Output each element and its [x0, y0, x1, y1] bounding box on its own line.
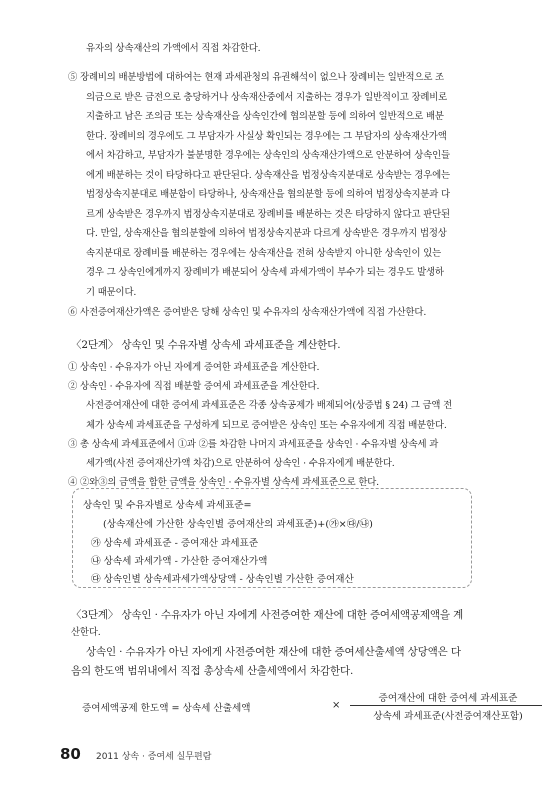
book-title: 2011 상속 · 증여세 실무편람	[95, 752, 212, 762]
text-line: 경우 그 상속인에게까지 장례비가 배분되어 상속세 과세가액이 부수가 되는 경우도 발생하	[86, 267, 444, 278]
limit-formula	[60, 690, 523, 724]
text-line: ② 상속인 · 수유자에 직접 배분할 증여세 과세표준을 계산한다.	[68, 381, 320, 392]
formula-definition: ㉮ 상속세 과세표준 - 증여재산 과세표준	[91, 538, 259, 549]
text-line: 기 때문이다.	[86, 287, 137, 298]
text-line: ④ ②와③의 금액을 합한 금액을 상속인 · 수유자별 상속세 과세표준으로 한다.	[68, 477, 380, 488]
text-line: ⑥ 사전증여재산가액은 증여받은 당해 상속인 및 수유자의 상속재산가액에 직접 가산한다.	[68, 307, 427, 318]
fraction-bar	[350, 705, 542, 706]
text-line: 에게 배분하는 것이 타당하다고 판단된다. 상속재산을 법정상속지분대로 상속받는 경우에는	[86, 170, 450, 181]
text-line: 르게 상속받은 경우까지 법정상속지분대로 장례비를 배분하는 것은 타당하지 않다고 판단된	[86, 209, 450, 220]
fraction-numerator: 증여재산에 대한 증여세 과세표준	[378, 693, 518, 704]
text-line: 한다. 장례비의 경우에도 그 부담자가 사실상 확인되는 경우에는 그 부담자의 상속재산가액	[86, 131, 447, 142]
text-line: ① 상속인 · 수유자가 아닌 자에게 증여한 과세표준을 계산한다.	[68, 362, 320, 373]
formula-title: 상속인 및 수유자별로 상속세 과세표준=	[83, 500, 252, 511]
text-line: 상속인 · 수유자가 아닌 자에게 사전증여한 재산에 대한 증여세산출세액 상당액은 다	[86, 646, 461, 658]
formula-box	[72, 488, 472, 588]
text-line: 세가액(사전 증여재산가액 차감)으로 안분하여 상속인 · 수유자에게 배분한다.	[86, 458, 395, 469]
formula-lhs: 증여세액공제 한도액 = 상속세 산출세액	[82, 703, 251, 714]
formula-expression: (상속재산에 가산한 상속인별 증여재산의 과세표준)+(㉮×㉰/㉯)	[103, 519, 373, 530]
formula-definition: ㉰ 상속인별 상속세과세가액상당액 - 상속인별 가산한 증여재산	[91, 574, 354, 585]
section-heading-step3: 〈3단계〉 상속인 · 수유자가 아닌 자에게 사전증여한 재산에 대한 증여세액공제액을 계	[71, 609, 464, 621]
text-line: 사전증여재산에 대한 증여세 과세표준은 각종 상속공제가 배제되어(상증법 § 24) 그 금액 전	[86, 400, 453, 411]
text-line: 체가 상속세 과세표준을 구성하게 되므로 증여받은 상속인 또는 수유자에게 직접 배분한다.	[86, 420, 447, 431]
text-line: ⑤ 장례비의 배분방법에 대하여는 현재 과세관청의 유권해석이 없으나 장례비는 일반적으로 조	[68, 72, 444, 83]
formula-definition: ㉯ 상속세 과세가액 - 가산한 증여재산가액	[91, 556, 268, 567]
text-line: 지출하고 남은 조의금 또는 상속재산을 상속인간에 협의분할 등에 의하여 일반적으로 배분	[86, 111, 444, 122]
text-line: 유자의 상속재산의 가액에서 직접 차감한다.	[86, 43, 261, 54]
text-line: 음의 한도액 범위내에서 직접 총상속세 산출세액에서 차감한다.	[71, 665, 354, 677]
text-line: 속지분대로 장례비를 배분하는 경우에는 상속재산을 전혀 상속받지 아니한 상속인이 있는	[86, 248, 442, 259]
text-line: 산한다.	[71, 627, 101, 638]
text-line: 의금으로 받은 금전으로 충당하거나 상속재산중에서 지출하는 경우가 일반적이고 장례비로	[86, 92, 448, 103]
text-line: 에서 차감하고, 부담자가 불분명한 경우에는 상속인의 상속재산가액으로 안분하여 상속인들	[86, 150, 450, 161]
text-line: ③ 총 상속세 과세표준에서 ①과 ②를 차감한 나머지 과세표준을 상속인 · 수유자별 상속세 과	[68, 439, 439, 450]
fraction-denominator: 상속세 과세표준(사전증여재산포함)	[373, 711, 523, 722]
section-heading-step2: 〈2단계〉 상속인 및 수유자별 상속세 과세표준을 계산한다.	[71, 339, 341, 351]
page-number: 80	[60, 745, 81, 763]
multiply-sign: ×	[332, 700, 341, 711]
text-line: 다. 만일, 상속재산을 협의분할에 의하여 법정상속지분과 다르게 상속받은 경우까지 법정상	[86, 228, 447, 239]
text-line: 법정상속지분대로 배분함이 타당하나, 상속재산을 협의분할 등에 의하여 법정상속지분과 다	[86, 189, 450, 200]
page-footer	[60, 744, 211, 764]
